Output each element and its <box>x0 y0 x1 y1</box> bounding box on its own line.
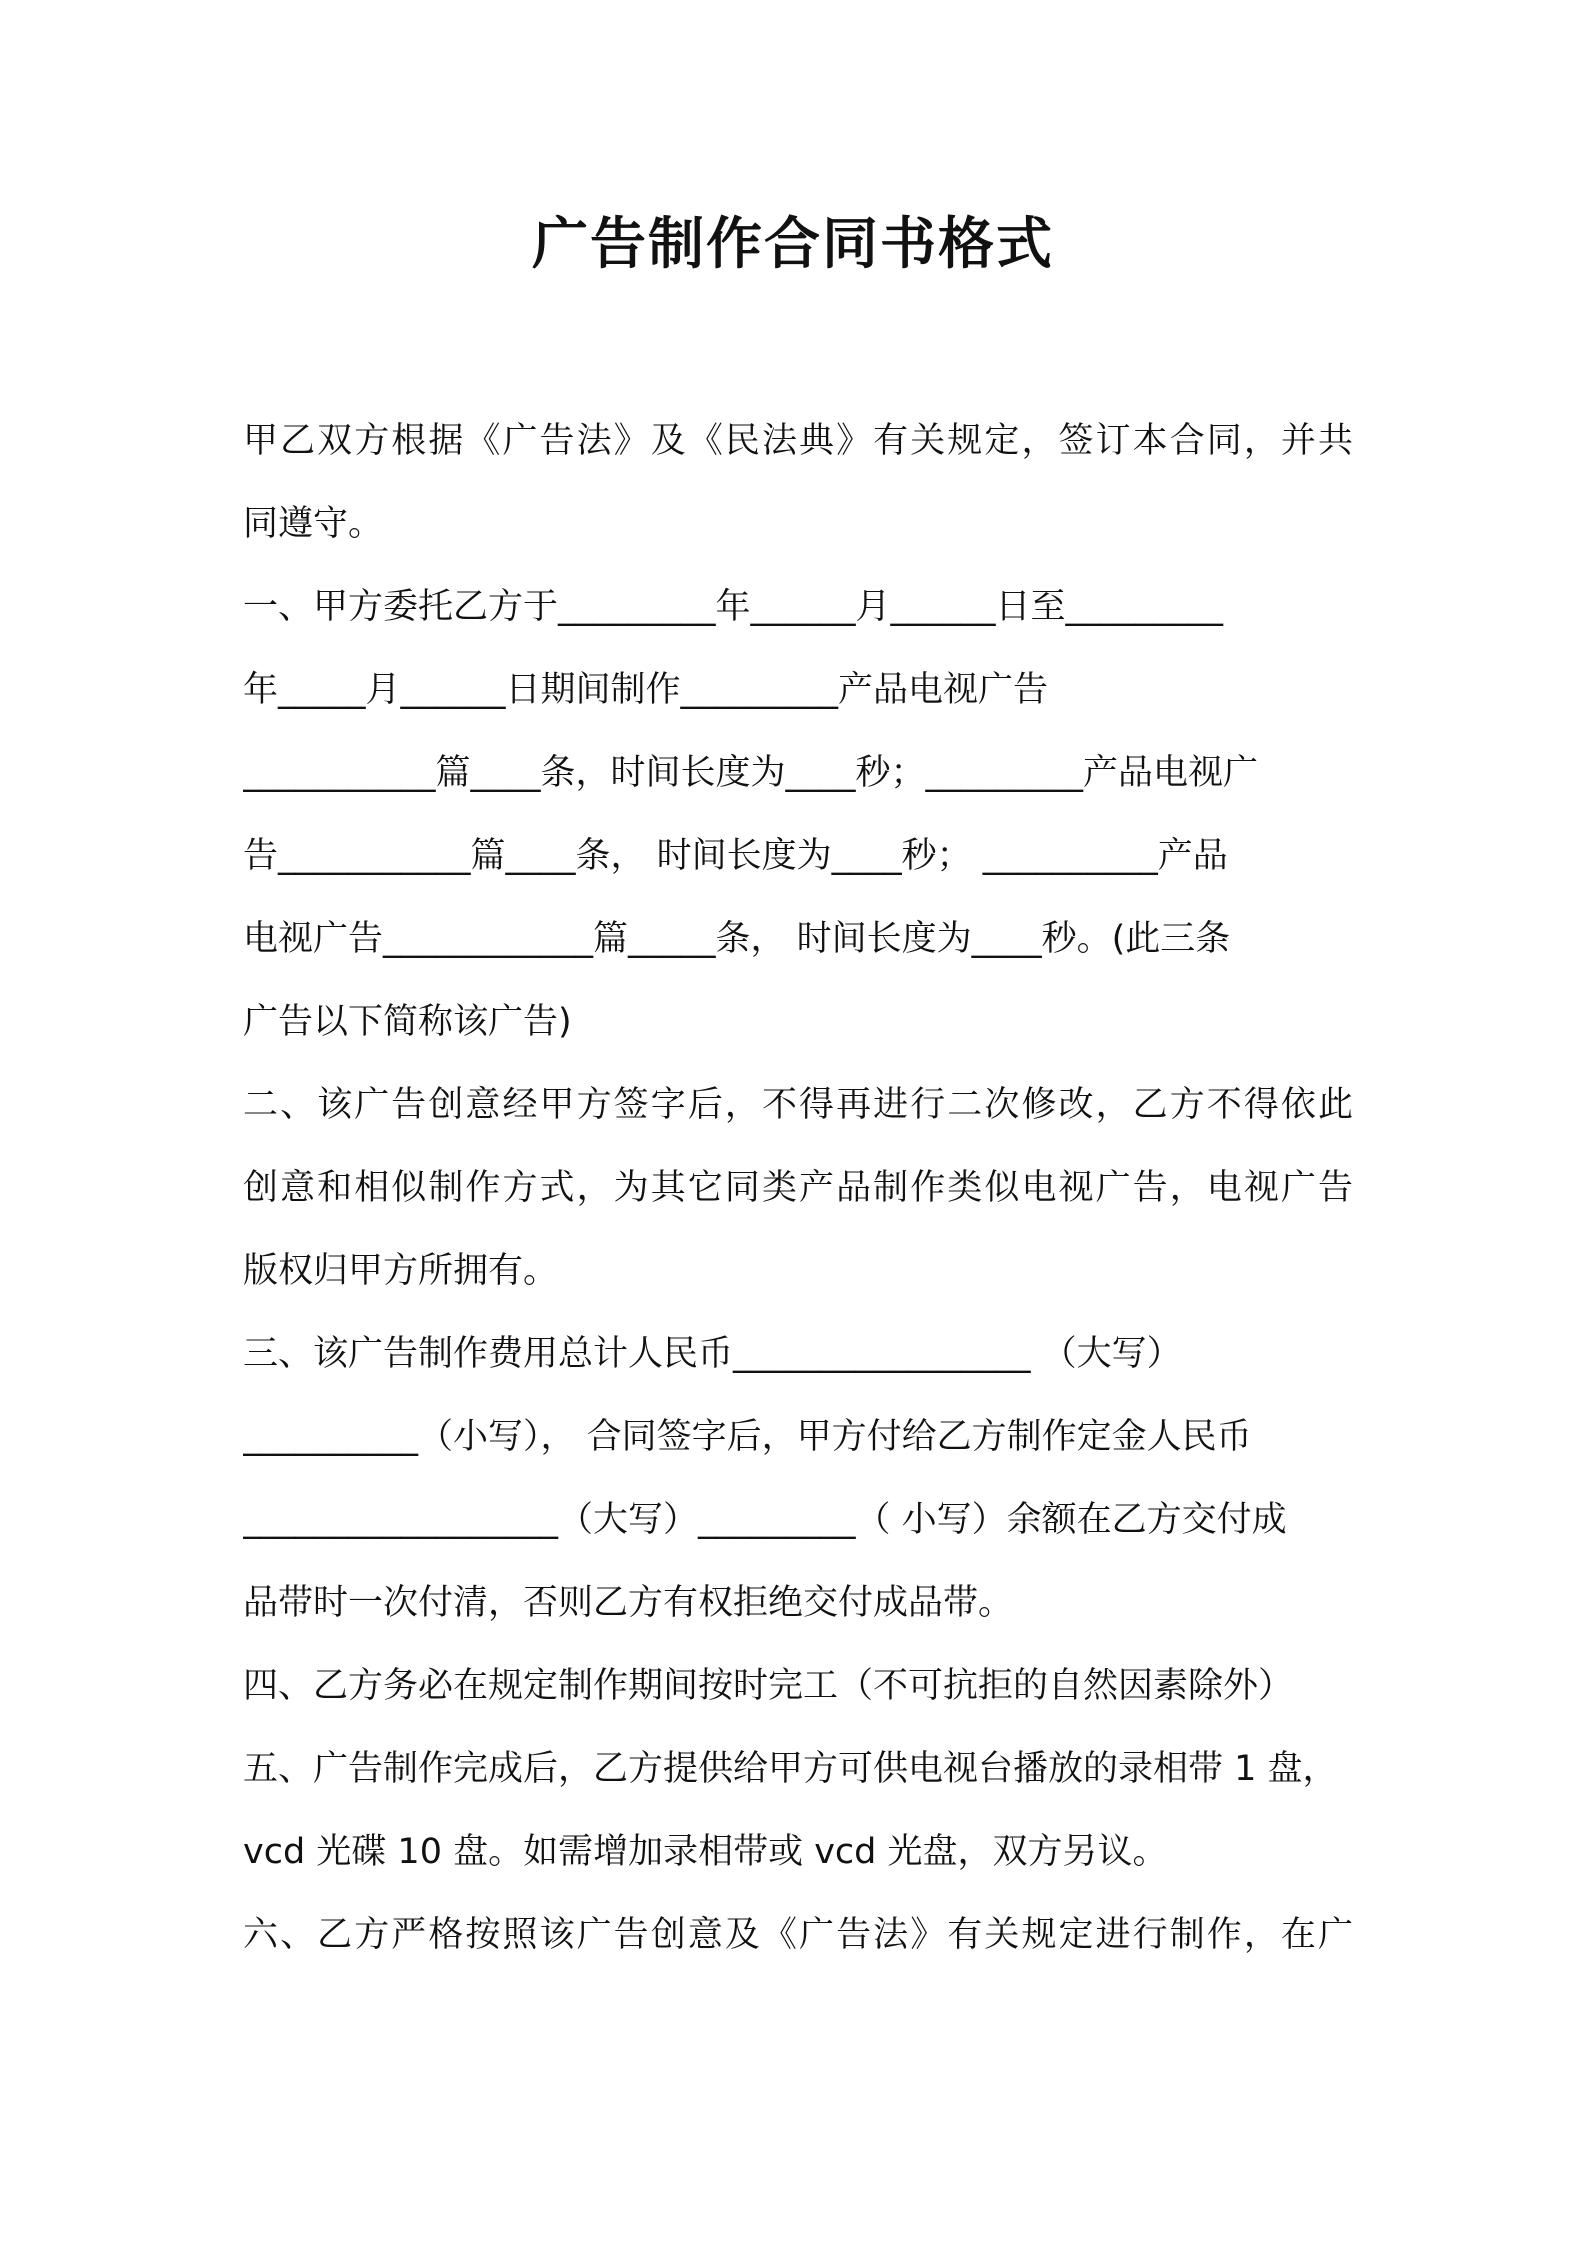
paragraph-line: 年_____月______日期间制作_________产品电视广告 <box>243 670 1049 710</box>
paragraph-line: 五、广告制作完成后，乙方提供给甲方可供电视台播放的录相带 1 盘， <box>243 1749 1338 1789</box>
document-title: 广告制作合同书格式 <box>532 212 1054 277</box>
paragraph-line: 创意和相似制作方式，为其它同类产品制作类似电视广告，电视广告 <box>243 1168 1353 1208</box>
paragraph-line: 电视广告____________篇_____条， 时间长度为____秒。(此三条 <box>243 919 1231 959</box>
paragraph-line: 四、乙方务必在规定制作期间按时完工（不可抗拒的自然因素除外） <box>243 1666 1294 1706</box>
document-body <box>243 400 1353 1977</box>
paragraph-line: 广告以下简称该广告) <box>243 1002 572 1042</box>
paragraph-line: 甲乙双方根据《广告法》及《民法典》有关规定，签订本合同，并共 <box>243 421 1353 461</box>
paragraph-line: ___________篇____条，时间长度为____秒；_________产品电视广 <box>243 753 1259 793</box>
paragraph-line: 告___________篇____条， 时间长度为____秒； __________产品 <box>243 836 1228 876</box>
paragraph-line: 一、甲方委托乙方于_________年______月______日至_________ <box>243 587 1224 627</box>
paragraph-line: 品带时一次付清，否则乙方有权拒绝交付成品带。 <box>243 1583 1014 1623</box>
paragraph-line: 版权归甲方所拥有。 <box>243 1251 559 1291</box>
paragraph-line: __________________（大写）_________（ 小写）余额在乙方交付成 <box>243 1500 1287 1540</box>
paragraph-line: __________（小写）， 合同签字后，甲方付给乙方制作定金人民币 <box>243 1417 1252 1457</box>
paragraph-line: 三、该广告制作费用总计人民币_________________ （大写） <box>243 1334 1182 1374</box>
paragraph-line: 同遵守。 <box>243 504 384 544</box>
paragraph-line: vcd 光碟 10 盘。如需增加录相带或 vcd 光盘，双方另议。 <box>243 1832 1168 1872</box>
paragraph-line: 二、该广告创意经甲方签字后，不得再进行二次修改，乙方不得依此 <box>243 1085 1353 1125</box>
paragraph-line: 六、乙方严格按照该广告创意及《广告法》有关规定进行制作，在广 <box>243 1915 1353 1955</box>
